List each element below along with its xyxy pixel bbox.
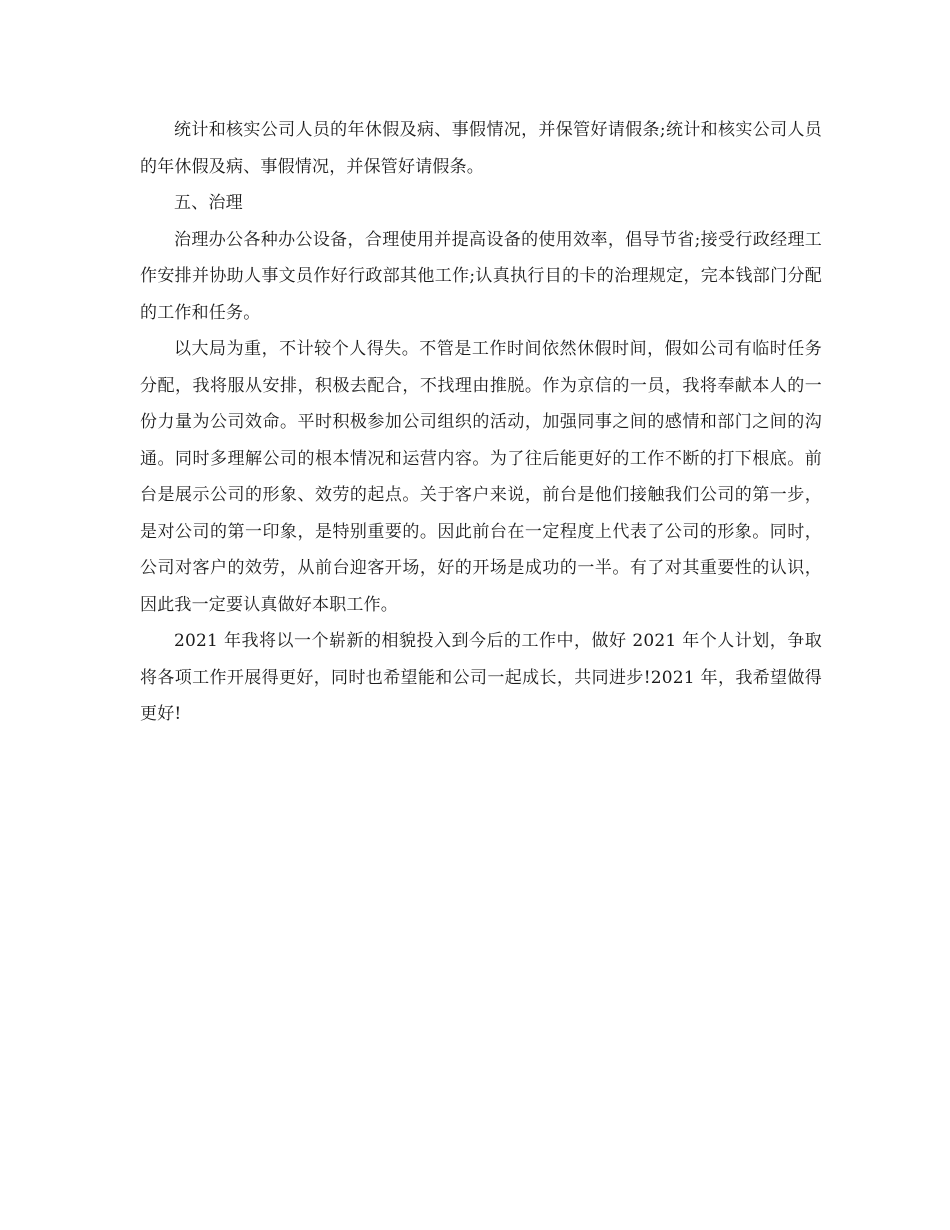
paragraph-office-equipment: 治理办公各种办公设备，合理使用并提高设备的使用效率，倡导节省;接受行政经理工作安排并协助人事文员作好行政部其他工作;认真执行目的卡的治理规定，完本钱部门分配的工作和任务。 — [140, 229, 822, 323]
paragraph-future-plan: 2021 年我将以一个崭新的相貌投入到今后的工作中，做好 2021 年个人计划，争取将各项工作开展得更好，同时也希望能和公司一起成长，共同进步!2021 年，我希望做得更好! — [140, 631, 822, 724]
document-body — [140, 112, 822, 733]
paragraph-leave-statistics: 统计和核实公司人员的年休假及病、事假情况，并保管好请假条;统计和核实公司人员的年休假及病、事假情况，并保管好请假条。 — [140, 120, 822, 177]
section-heading-management: 五、治理 — [174, 193, 243, 213]
paragraph-overall-attitude: 以大局为重，不计较个人得失。不管是工作时间依然休假时间，假如公司有临时任务分配，我将服从安排，积极去配合，不找理由推脱。作为京信的一员，我将奉献本人的一份力量为公司效命。平时积极参加公司组织的活动，加强同事之间的感情和部门之间的沟通。同时多理解公司的根本情况和运营内容。为了往后能更好的工作不断的打下根底。前台是展示公司的形象、效劳的起点。关于客户来说，前台是他们接触我们公司的第一步，是对公司的第一印象，是特别重要的。因此前台在一定程度上代表了公司的形象。同时，公司对客户的效劳，从前台迎客开场，好的开场是成功的一半。有了对其重要性的认识，因此我一定要认真做好本职工作。 — [140, 339, 822, 615]
